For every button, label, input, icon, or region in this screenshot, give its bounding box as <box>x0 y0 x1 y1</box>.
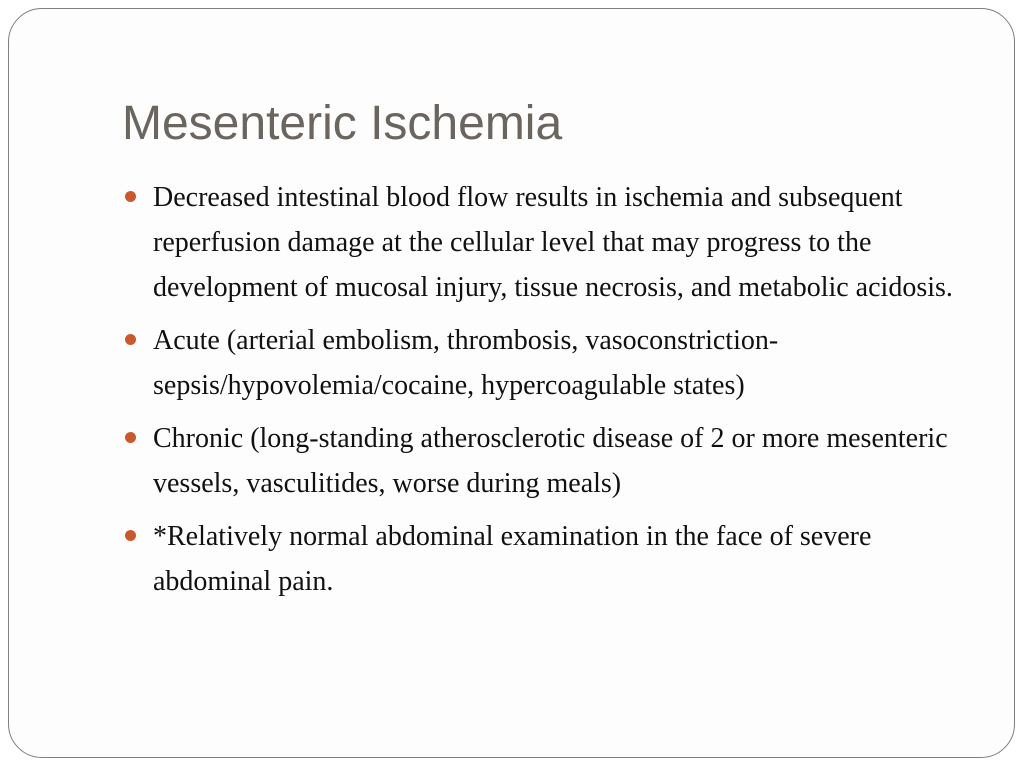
bullet-dot-icon <box>125 191 136 202</box>
bullet-item <box>125 318 955 408</box>
bullet-text: Decreased intestinal blood flow results in ischemia and subsequent reperfusion damage at the cellular level that may progress to the development of mucosal injury, tissue necrosis, and metabolic acidosis. <box>153 182 953 303</box>
bullet-text: Chronic (long-standing atherosclerotic disease of 2 or more mesenteric vessels, vasculitides, worse during meals) <box>153 423 948 499</box>
bullet-item <box>125 514 955 604</box>
slide-title: Mesenteric Ischemia <box>122 97 563 150</box>
slide-frame <box>8 8 1015 758</box>
bullet-dot-icon <box>125 530 136 541</box>
bullet-text: *Relatively normal abdominal examination in the face of severe abdominal pain. <box>153 521 872 597</box>
bullet-dot-icon <box>125 334 136 345</box>
bullet-list <box>125 175 955 612</box>
bullet-dot-icon <box>125 432 136 443</box>
bullet-text: Acute (arterial embolism, thrombosis, vasoconstriction-sepsis/hypovolemia/cocaine, hypercoagulable states) <box>153 325 779 401</box>
bullet-item <box>125 416 955 506</box>
bullet-item <box>125 175 955 310</box>
